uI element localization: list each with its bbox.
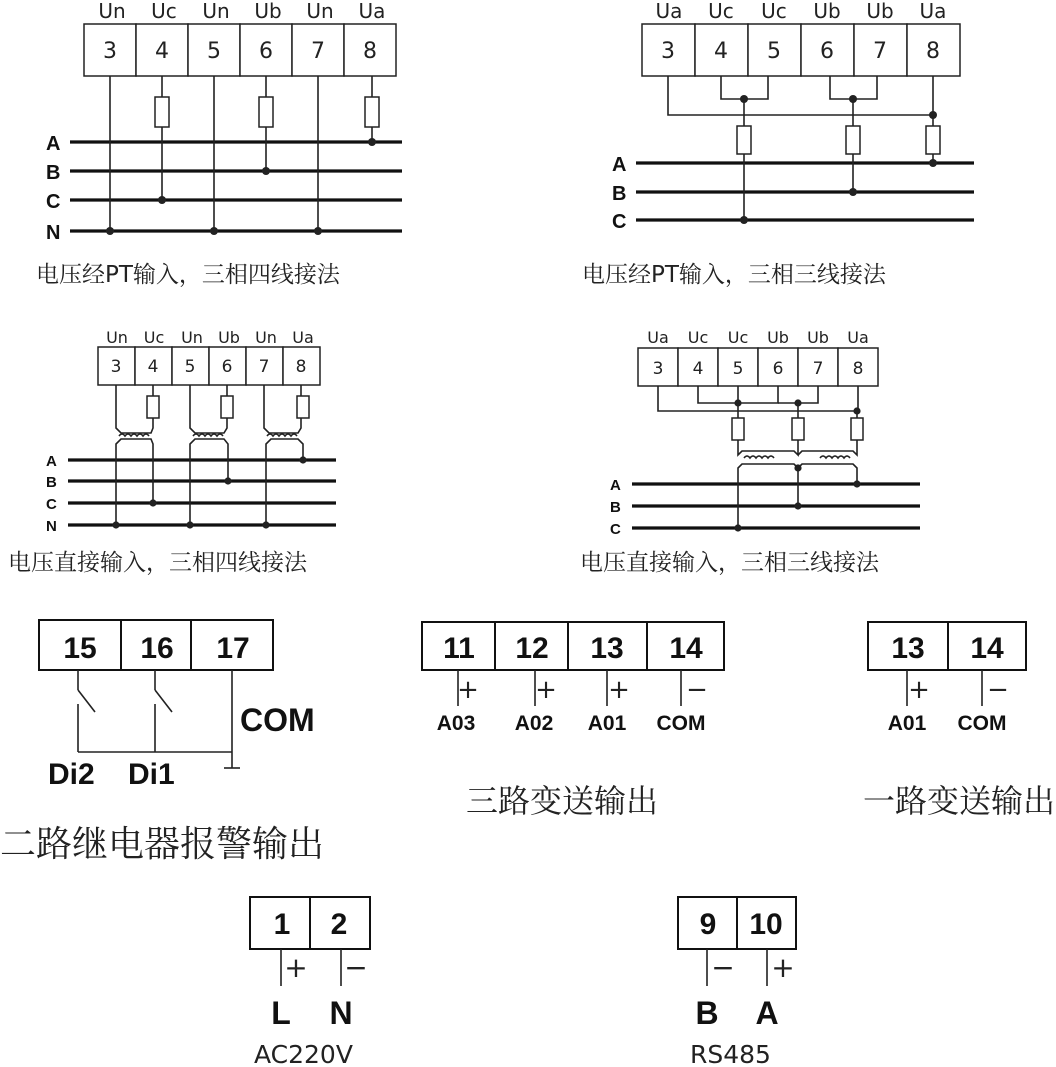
top-label: Ub xyxy=(218,328,240,347)
fuse-icon xyxy=(792,418,804,440)
top-label: Ua xyxy=(919,0,947,23)
terminal-number: 8 xyxy=(852,359,864,379)
terminal-number: 4 xyxy=(714,39,728,64)
power-neutral-label: N xyxy=(329,995,353,1031)
transmit-1-diagram xyxy=(863,622,1055,820)
top-label: Ub xyxy=(254,0,282,23)
diagram-caption: 电压直接输入，三相四线接法 xyxy=(8,550,307,576)
output-label: A03 xyxy=(436,712,476,735)
diagram-caption: 电压直接输入，三相三线接法 xyxy=(580,550,879,576)
terminal-number: 7 xyxy=(873,39,887,64)
output-label: COM xyxy=(957,712,1007,735)
fuse-icon xyxy=(259,97,273,127)
diagram-caption: RS485 xyxy=(690,1040,771,1067)
top-label: Un xyxy=(181,328,203,347)
rs485-a-label: A xyxy=(755,995,779,1031)
terminal-number: 7 xyxy=(311,39,325,64)
output-label: A01 xyxy=(887,712,927,735)
bus-label-b: B xyxy=(46,162,61,184)
fuse-icon xyxy=(926,126,940,154)
terminal-number: 15 xyxy=(63,632,97,665)
top-label: Ub xyxy=(813,0,841,23)
switch-icon xyxy=(155,690,172,712)
com-label: COM xyxy=(240,702,315,738)
output-label: A02 xyxy=(514,712,554,735)
bus-label-c: C xyxy=(46,191,61,213)
bus-label-a: A xyxy=(46,133,61,155)
terminal-number: 3 xyxy=(652,359,664,379)
top-label: Ub xyxy=(767,328,789,347)
polarity-mark: + xyxy=(908,675,930,705)
polarity-mark: − xyxy=(987,675,1009,705)
top-label: Ua xyxy=(358,0,386,23)
input-label-di1: Di1 xyxy=(128,758,175,791)
terminal-number: 10 xyxy=(749,908,783,941)
top-label: Un xyxy=(106,328,128,347)
terminal-number: 8 xyxy=(926,39,940,64)
top-label: Un xyxy=(98,0,126,23)
terminal-number: 2 xyxy=(330,908,348,941)
terminal-number: 7 xyxy=(258,357,270,377)
polarity-mark: + xyxy=(535,675,557,705)
bus-label-n: N xyxy=(46,518,57,535)
power-line-label: L xyxy=(271,995,291,1031)
bus-label-a: A xyxy=(610,477,621,494)
polarity-mark: + xyxy=(608,675,630,705)
terminal-number: 13 xyxy=(590,632,624,665)
top-label: Uc xyxy=(143,328,165,347)
bus-label-c: C xyxy=(46,496,57,513)
fuse-icon xyxy=(846,126,860,154)
bus-label-a: A xyxy=(612,154,627,176)
terminal-number: 1 xyxy=(273,908,291,941)
bus-label-c: C xyxy=(610,521,621,538)
terminal-number: 14 xyxy=(970,632,1004,665)
terminal-number: 5 xyxy=(732,359,744,379)
top-label: Uc xyxy=(151,0,177,23)
terminal-number: 14 xyxy=(669,632,703,665)
top-label: Uc xyxy=(727,328,749,347)
terminal-number: 5 xyxy=(184,357,196,377)
top-label: Ua xyxy=(847,328,869,347)
fuse-icon xyxy=(851,418,863,440)
diagram-caption: 二路继电器报警输出 xyxy=(0,824,325,865)
terminal-number: 6 xyxy=(221,357,233,377)
terminal-number: 4 xyxy=(155,39,169,64)
terminal-number: 6 xyxy=(772,359,784,379)
transformer-icon xyxy=(119,434,149,436)
transformer-icon xyxy=(744,456,774,458)
top-label: Ua xyxy=(647,328,669,347)
transformer-icon xyxy=(820,456,850,458)
terminal-number: 9 xyxy=(699,908,717,941)
top-label: Un xyxy=(202,0,230,23)
diagram-caption: 一路变送输出 xyxy=(863,782,1056,820)
terminal-number: 3 xyxy=(103,39,117,64)
polarity-mark: + xyxy=(457,675,479,705)
bus-label-b: B xyxy=(612,183,627,205)
bus-label-b: B xyxy=(46,474,57,491)
bus-label-c: C xyxy=(612,211,627,233)
terminal-number: 11 xyxy=(443,632,475,665)
transformer-set xyxy=(112,385,159,529)
fuse-icon xyxy=(297,396,309,418)
diagram-caption: 电压经PT输入，三相四线接法 xyxy=(36,262,340,288)
terminal-number: 3 xyxy=(661,39,675,64)
fuse-icon xyxy=(221,396,233,418)
input-label-di2: Di2 xyxy=(48,758,95,791)
rs485-b-label: B xyxy=(695,995,719,1031)
polarity-mark: − xyxy=(686,675,708,705)
fuse-icon xyxy=(147,396,159,418)
terminal-number: 17 xyxy=(216,632,250,665)
transformer-set xyxy=(262,385,309,529)
polarity-mark: − xyxy=(711,951,735,984)
transformer-set xyxy=(186,385,233,529)
terminal-number: 7 xyxy=(812,359,824,379)
top-label: Ua xyxy=(292,328,314,347)
terminal-number: 6 xyxy=(820,39,834,64)
terminal-number: 5 xyxy=(207,39,221,64)
fuse-icon xyxy=(737,126,751,154)
rs485-diagram xyxy=(678,897,796,1067)
terminal-number: 8 xyxy=(363,39,377,64)
terminal-number: 4 xyxy=(692,359,704,379)
diagram-caption: 三路变送输出 xyxy=(466,782,659,820)
diagram-caption: 电压经PT输入，三相三线接法 xyxy=(582,262,886,288)
terminal-number: 8 xyxy=(295,357,307,377)
top-label: Uc xyxy=(761,0,787,23)
transmit-3-diagram xyxy=(422,622,724,820)
power-diagram xyxy=(250,897,370,1067)
diagram-caption: AC220V xyxy=(254,1040,353,1067)
terminal-number: 3 xyxy=(110,357,122,377)
diagram-direct-3wire xyxy=(580,328,920,576)
terminal-number: 4 xyxy=(147,357,159,377)
terminal-number: 16 xyxy=(140,632,174,665)
bus-label-a: A xyxy=(46,453,57,470)
fuse-icon xyxy=(155,97,169,127)
terminal-number: 6 xyxy=(259,39,273,64)
fuse-icon xyxy=(732,418,744,440)
terminal-number: 13 xyxy=(891,632,925,665)
top-label: Un xyxy=(306,0,334,23)
output-label: COM xyxy=(656,712,706,735)
diagram-direct-4wire xyxy=(8,328,336,576)
diagram-pt-4wire xyxy=(36,0,402,288)
top-label: Uc xyxy=(708,0,734,23)
bus-label-n: N xyxy=(46,222,61,244)
transformer-icon xyxy=(267,434,297,436)
top-label: Ub xyxy=(807,328,829,347)
terminal-number: 12 xyxy=(515,632,549,665)
diagram-pt-3wire xyxy=(582,0,974,288)
top-label: Uc xyxy=(687,328,709,347)
transformer-icon xyxy=(193,434,223,436)
output-label: A01 xyxy=(587,712,627,735)
polarity-mark: − xyxy=(344,951,368,984)
fuse-icon xyxy=(365,97,379,127)
polarity-mark: + xyxy=(771,951,795,984)
top-label: Ua xyxy=(655,0,683,23)
terminal-number: 5 xyxy=(767,39,781,64)
polarity-mark: + xyxy=(284,951,308,984)
relay-output-diagram xyxy=(0,620,324,865)
top-label: Ub xyxy=(866,0,894,23)
bus-label-b: B xyxy=(610,499,621,516)
top-label: Un xyxy=(255,328,277,347)
switch-icon xyxy=(78,690,95,712)
